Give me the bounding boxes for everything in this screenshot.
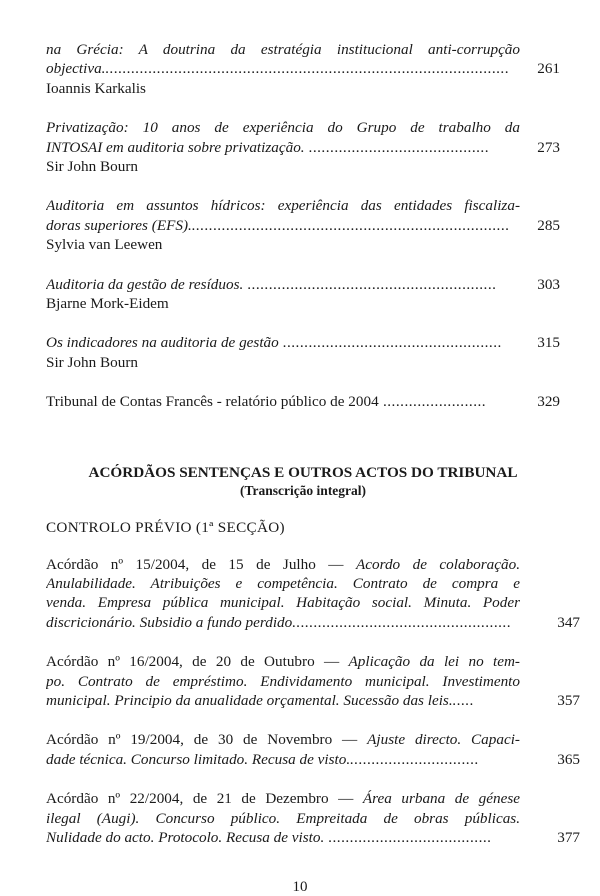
acordao-lead: Acórdão nº 22/2004, de 21 de Dezembro —	[46, 790, 363, 808]
acordao-subject: Acordo de colaboração.	[355, 555, 520, 573]
acordao-entry	[46, 730, 580, 769]
leader-dots: ..............................	[350, 750, 480, 768]
acordao-subject: Aplicação da lei no tem-	[348, 653, 520, 671]
entry-page-number: 285	[537, 216, 560, 234]
leader-dots: ..........................................................................	[191, 216, 510, 234]
toc-page	[46, 40, 580, 867]
acordao-line	[46, 730, 520, 749]
toc-entry	[46, 118, 570, 176]
acordao-entry	[46, 652, 580, 710]
toc-entry	[46, 196, 570, 254]
entry-author: Sir John Bourn	[46, 353, 138, 371]
entry-page-number: 329	[537, 393, 560, 411]
entry-author: Sir John Bourn	[46, 158, 138, 175]
entry-title-text: doras superiores (EFS).	[46, 216, 192, 234]
acordao-line: venda. Empresa pública municipal. Habitação social. Minuta. Poder	[46, 594, 520, 612]
leader-dots: ........................	[378, 393, 487, 411]
acordao-line	[46, 691, 520, 710]
entry-title-line	[46, 216, 520, 235]
acordao-lead: Acórdão nº 19/2004, de 30 de Novembro —	[46, 731, 368, 749]
leader-dots: ...................................................	[292, 613, 512, 631]
entry-title-line	[46, 275, 520, 294]
entry-page-number: 303	[537, 275, 560, 293]
acordao-line	[46, 750, 520, 769]
entry-page-number: 315	[537, 334, 560, 352]
acordao-lead: Acórdão nº 15/2004, de 15 de Julho —	[46, 555, 356, 573]
acordao-subject: dade técnica. Concurso limitado. Recusa de visto.	[46, 750, 351, 768]
entry-title-line	[46, 59, 520, 78]
toc-entry	[46, 40, 570, 98]
entry-title-text: objectiva.	[46, 60, 106, 78]
leader-dots: ..........................................	[304, 138, 490, 156]
entry-title-line	[46, 392, 520, 411]
acordao-subject: Nulidade do acto. Protocolo. Recusa de visto.	[46, 828, 325, 846]
leader-dots: ......................................	[324, 828, 492, 846]
entry-title-text: Auditoria da gestão de resíduos.	[46, 275, 244, 293]
entry-title-line: na Grécia: A doutrina da estratégia institucional anti-corrupção	[46, 41, 520, 58]
leader-dots: .....	[452, 691, 475, 709]
section-heading: ACÓRDÃOS SENTENÇAS E OUTROS ACTOS DO TRIBUNAL	[88, 463, 518, 481]
leader-dots: ..........................................................	[243, 275, 497, 293]
entry-author: Sylvia van Leewen	[46, 236, 163, 254]
acordao-subject: Área urbana de génese	[362, 790, 520, 808]
footer-page-number: 10	[292, 879, 308, 895]
acordao-entry	[46, 555, 580, 633]
entry-title-line	[46, 333, 520, 352]
acordao-line	[46, 652, 520, 671]
section-subheading: (Transcrição integral)	[239, 482, 367, 498]
acordao-subject: Ajuste directo. Capaci-	[367, 731, 520, 749]
entry-title-line	[46, 138, 520, 157]
entry-author: Ioannis Karkalis	[46, 79, 146, 97]
entry-title-line: Auditoria em assuntos hídricos: experiência das entidades fiscaliza-	[46, 197, 520, 215]
toc-entry	[46, 333, 570, 372]
toc-entry	[46, 275, 570, 314]
toc-entry-tribunal	[46, 392, 570, 411]
acordao-page-number: 347	[557, 613, 580, 631]
acordao-page-number: 365	[557, 750, 580, 768]
acordao-line: Anulabilidade. Atribuições e competência. Contrato de compra e	[46, 575, 520, 593]
entry-page-number: 273	[537, 138, 560, 156]
leader-dots: ..............................................................................................	[105, 60, 510, 78]
acordao-line	[46, 555, 520, 574]
acordao-subject: discricionário. Subsidio a fundo perdido	[46, 613, 293, 631]
acordao-subject: municipal. Principio da anualidade orçamental. Sucessão das leis.	[46, 691, 453, 709]
entry-title-text: INTOSAI em auditoria sobre privatização.	[46, 138, 305, 156]
acordao-line	[46, 613, 520, 632]
leader-dots: ...................................................	[278, 334, 503, 352]
acordao-line: po. Contrato de empréstimo. Endividamento municipal. Investimento	[46, 672, 520, 690]
entry-title-text: Os indicadores na auditoria de gestão	[46, 334, 279, 352]
acordao-line: ilegal (Augi). Concurso público. Empreitada de obras públicas.	[46, 809, 520, 827]
acordao-line	[46, 828, 520, 847]
acordao-page-number: 357	[557, 691, 580, 709]
entry-author: Bjarne Mork-Eidem	[46, 295, 169, 313]
entry-title-text: Tribunal de Contas Francês - relatório público de 2004	[46, 393, 379, 411]
acordao-page-number: 377	[557, 828, 580, 846]
acordao-line	[46, 789, 520, 808]
subsection-title: CONTROLO PRÉVIO (1ª SECÇÃO)	[46, 518, 285, 536]
entry-title-line: Privatização: 10 anos de experiência do Grupo de trabalho da	[46, 119, 520, 137]
acordao-entry	[46, 789, 580, 847]
acordao-lead: Acórdão nº 16/2004, de 20 de Outubro —	[46, 653, 349, 671]
entry-page-number: 261	[537, 60, 560, 78]
